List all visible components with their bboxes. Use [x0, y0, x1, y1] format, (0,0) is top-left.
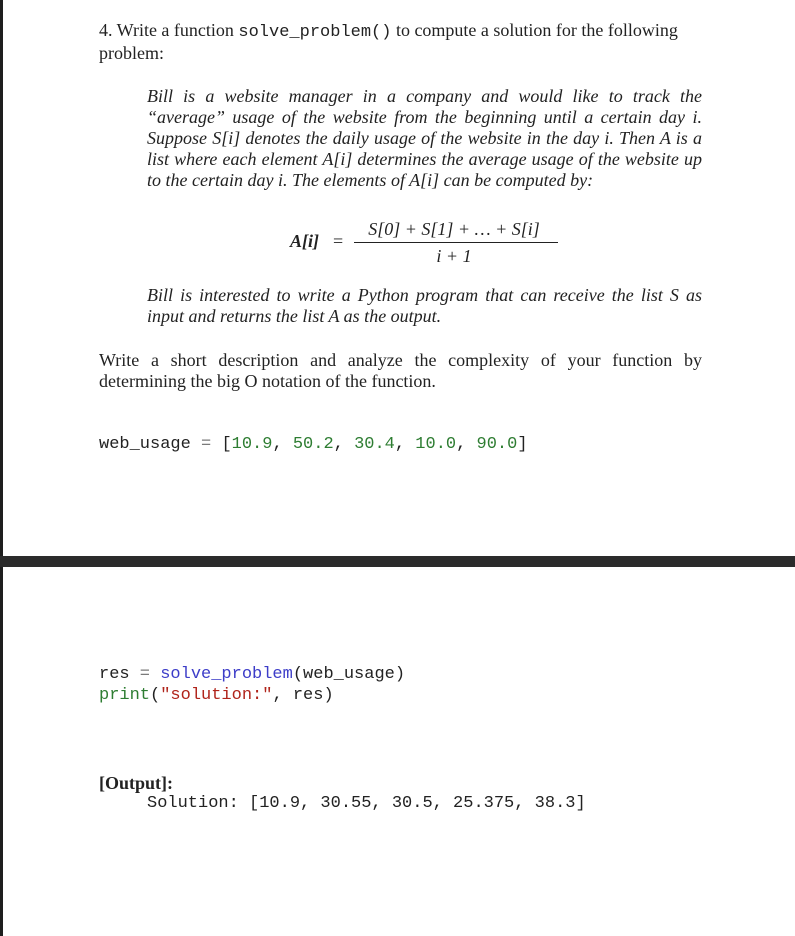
code-value: 30.4	[354, 435, 395, 454]
code-op: =	[190, 435, 222, 454]
equation-denominator: i + 1	[436, 246, 472, 266]
code-args: (web_usage)	[292, 665, 406, 684]
code-var: res	[99, 665, 130, 684]
code-value: 50.2	[292, 435, 334, 454]
instruction-text: Write a short description and analyze the complexity of your function by determining the big O notation of the function.	[99, 350, 702, 391]
question-prefix: 4. Write a function	[99, 20, 239, 40]
problem-paragraph-1: Bill is a website manager in a company and would like to track the “average” usage of the website from the beginning until a certain day i. Suppose S[i] denotes the daily usage of the website in the day i. Then A is a list where each element A[i] determines the average usage of the website up to the certain day i. The elements of A[i] can be computed by:	[147, 86, 702, 190]
average-equation	[290, 213, 590, 273]
question-heading	[99, 20, 702, 64]
code-bracket-open: [	[221, 435, 232, 454]
code-var: web_usage	[99, 435, 191, 454]
output-text: Solution: [10.9, 30.55, 30.5, 25.375, 38.3]	[147, 794, 586, 813]
question-suffix: to compute a solution for the following problem:	[99, 20, 678, 63]
code-sep: ,	[456, 435, 477, 454]
code-sep: ,	[333, 435, 355, 454]
code-sep: ,	[272, 435, 293, 454]
problem-paragraph-2: Bill is interested to write a Python program that can receive the list S as input and returns the list A as the output.	[147, 285, 702, 326]
equation-lhs: A[i]	[290, 231, 319, 251]
code-string: "solution:"	[160, 686, 273, 705]
code-value: 90.0	[476, 435, 518, 454]
code-rest: , res)	[272, 686, 334, 705]
code-value: 10.9	[231, 435, 273, 454]
code-line-print[interactable]	[99, 685, 334, 706]
function-name: solve_problem()	[238, 23, 392, 42]
cell-divider	[0, 556, 795, 567]
code-line-web-usage[interactable]	[99, 434, 528, 455]
fraction-bar	[354, 242, 558, 243]
code-sep: ,	[394, 435, 416, 454]
code-line-res[interactable]	[99, 664, 405, 685]
left-frame-border	[0, 0, 3, 936]
code-print-builtin: print	[99, 686, 151, 705]
equation-equals: =	[333, 231, 344, 251]
code-function-call: solve_problem	[160, 665, 293, 684]
equation-numerator: S[0] + S[1] + … + S[i]	[368, 219, 540, 239]
code-bracket-close: ]	[517, 435, 528, 454]
code-value: 10.0	[415, 435, 457, 454]
code-paren: (	[150, 686, 161, 705]
code-op: =	[129, 665, 161, 684]
output-label: [Output]:	[99, 773, 174, 793]
